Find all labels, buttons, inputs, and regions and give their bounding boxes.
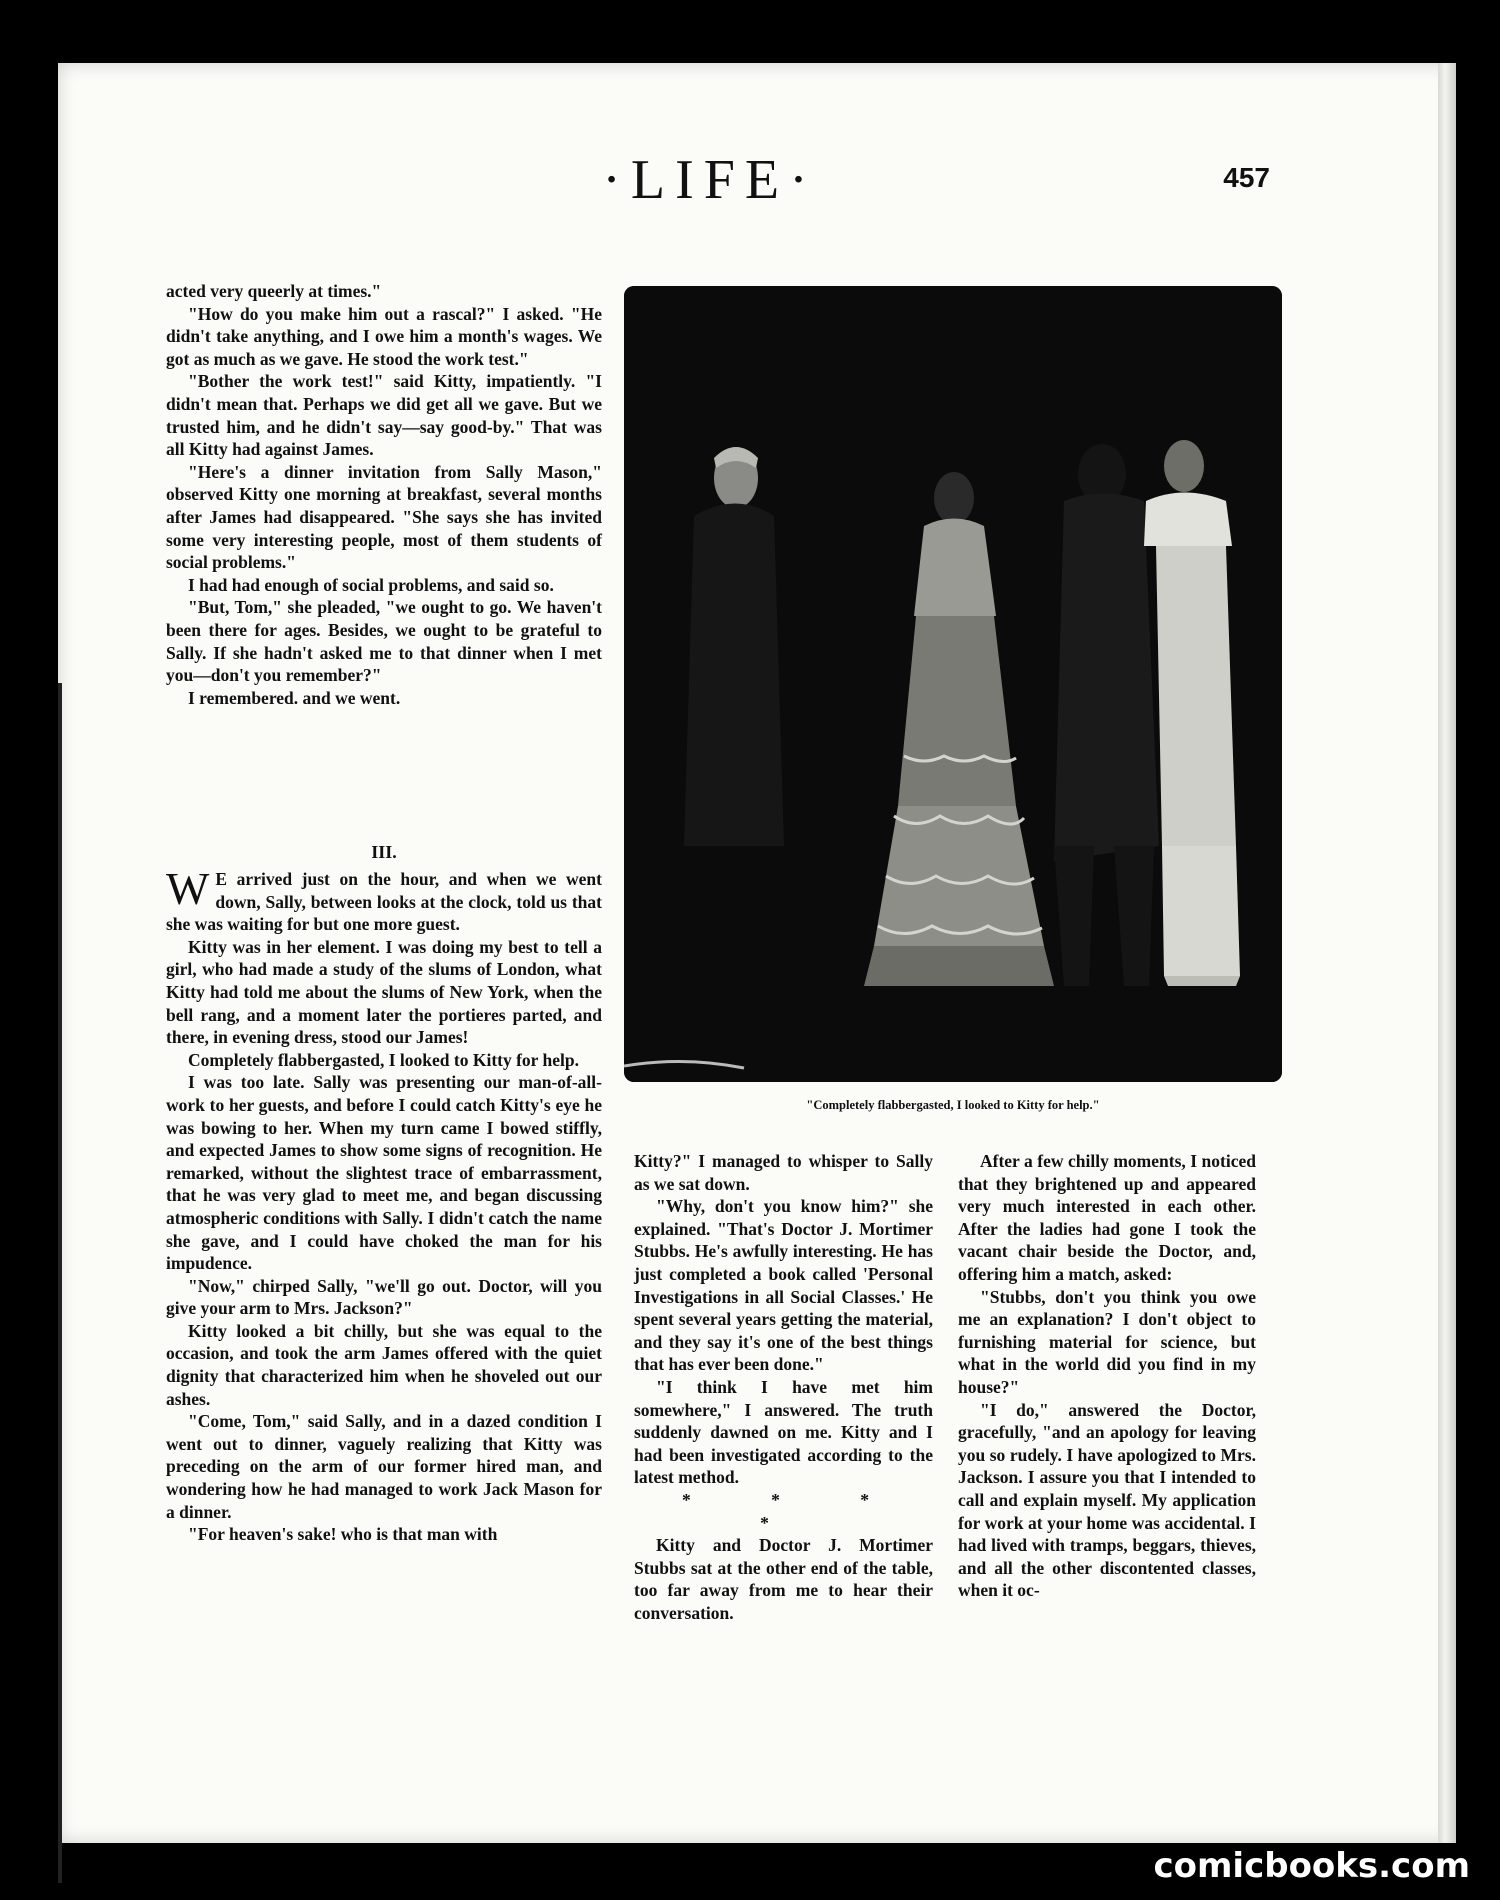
paragraph: "Now," chirped Sally, "we'll go out. Doctor, will you give your arm to Mrs. Jackson?" bbox=[166, 1275, 602, 1319]
paragraph: "I think I have met him somewhere," I answered. The truth suddenly dawned on me. Kitty and I had been investigated according to the latest method. bbox=[634, 1376, 933, 1488]
section-break: * * * * bbox=[682, 1489, 907, 1533]
paragraph: "Stubbs, don't you think you owe me an explanation? I don't object to furnishing material for science, but what in the world did you find in my house?" bbox=[958, 1286, 1256, 1397]
page-number: 457 bbox=[1223, 162, 1270, 193]
middle-column bbox=[634, 1150, 933, 1624]
illustration bbox=[624, 286, 1282, 1082]
paragraph: "How do you make him out a rascal?" I asked. "He didn't take anything, and I owe him a month's wages. We got as much as we gave. He stood the work test." bbox=[166, 303, 602, 369]
paragraph: I remembered. and we went. bbox=[188, 687, 401, 708]
middle-column-paragraphs bbox=[634, 1150, 933, 1489]
right-column bbox=[958, 1150, 1256, 1602]
left-column-bottom bbox=[166, 863, 602, 1546]
paragraph: Kitty looked a bit chilly, but she was equal to the occasion, and took the arm James offered with the quiet dignity that characterized him when he shoveled out our ashes. bbox=[166, 1320, 602, 1409]
magazine-title: ·LIFE· bbox=[602, 149, 818, 211]
paragraph: "But, Tom," she pleaded, "we ought to go. We haven't been there for ages. Besides, we ought to be grateful to Sally. If she hadn't asked me to that dinner when I met you—don't you remember?" bbox=[166, 597, 602, 686]
illustration-caption: "Completely flabbergasted, I looked to Kitty for help." bbox=[806, 1098, 1100, 1112]
section-heading: III. bbox=[371, 842, 397, 862]
paragraph: "I do," answered the Doctor, gracefully, "and an apology for leaving you so rudely. I have apologized to Mrs. Jackson. I assure you that I intended to call and explain myself. My application for work at your home was accidental. I had lived with tramps, beggars, thieves, and all the other discontented classes, when it oc- bbox=[958, 1399, 1256, 1601]
illustration-drawing bbox=[624, 286, 1282, 1082]
paragraph: "Bother the work test!" said Kitty, impatiently. "I didn't mean that. Perhaps we did get all we gave. But we trusted him, and he didn't say—say good-by." That was all Kitty had against James. bbox=[166, 371, 602, 460]
paragraph: Completely flabbergasted, I looked to Kitty for help. bbox=[188, 1049, 579, 1070]
page-edge bbox=[1438, 63, 1456, 1843]
paragraph: "Come, Tom," said Sally, and in a dazed condition I went out to dinner, vaguely realizing that Kitty was preceding on the arm of our former hired man, and wondering how he had managed to work Jack Mason for a dinner. bbox=[166, 1411, 602, 1522]
paragraph: I was too late. Sally was presenting our man-of-all-work to her guests, and before I could catch Kitty's eye he was bowing to her. When my turn came I bowed stiffly, and expected James to show some signs of recognition. He remarked, without the slightest trace of embarrassment, that he was very glad to meet me, and began discussing atmospheric conditions with Sally. I didn't catch the name she gave, and I could have choked the man for his impudence. bbox=[166, 1072, 602, 1274]
paragraph: acted very queerly at times." bbox=[166, 281, 382, 301]
paragraph: Kitty was in her element. I was doing my best to tell a girl, who had made a study of the slums of London, what Kitty had told me about the slums of New York, when the bell rang, and a moment later the portieres parted, and there, in evening dress, stood our James! bbox=[166, 936, 602, 1048]
left-column-top bbox=[166, 280, 602, 709]
watermark: comicbooks.com bbox=[1153, 1846, 1470, 1886]
paragraph: Kitty and Doctor J. Mortimer Stubbs sat at the other end of the table, too far away from me to hear their conversation. bbox=[634, 1535, 933, 1623]
left-column-bottom-paragraphs bbox=[166, 936, 602, 1546]
drop-cap: W bbox=[166, 863, 210, 914]
middle-column-after-break bbox=[634, 1534, 933, 1624]
paragraph: "Why, don't you know him?" she explained. "That's Doctor J. Mortimer Stubbs. He's awfully interesting. He has just completed a book called 'Personal Investigations in all Social Classes.' He spent several years getting the material, and they say it's one of the best things that has ever been done." bbox=[634, 1196, 933, 1375]
spine-mark bbox=[58, 683, 62, 1883]
paragraph: After a few chilly moments, I noticed that they brightened up and appeared very much interested in each other. After the ladies had gone I took the vacant chair beside the Doctor, and, offering him a match, asked: bbox=[958, 1151, 1256, 1284]
section-first-paragraph: W E arrived just on the hour, and when we went down, Sally, between looks at the clock, told us that she was waiting for but one more guest. bbox=[166, 863, 602, 935]
paragraph: I had had enough of social problems, and said so. bbox=[188, 574, 554, 595]
paragraph: "Here's a dinner invitation from Sally Mason," observed Kitty one morning at breakfast, several months after James had disappeared. "She says she has invited some very interesting people, most of them students of social problems." bbox=[166, 461, 602, 573]
paragraph: "For heaven's sake! who is that man with bbox=[188, 1524, 498, 1545]
paragraph: Kitty?" I managed to whisper to Sally as we sat down. bbox=[634, 1151, 933, 1194]
woman-head bbox=[934, 472, 974, 524]
woman-right-head bbox=[1164, 440, 1204, 492]
